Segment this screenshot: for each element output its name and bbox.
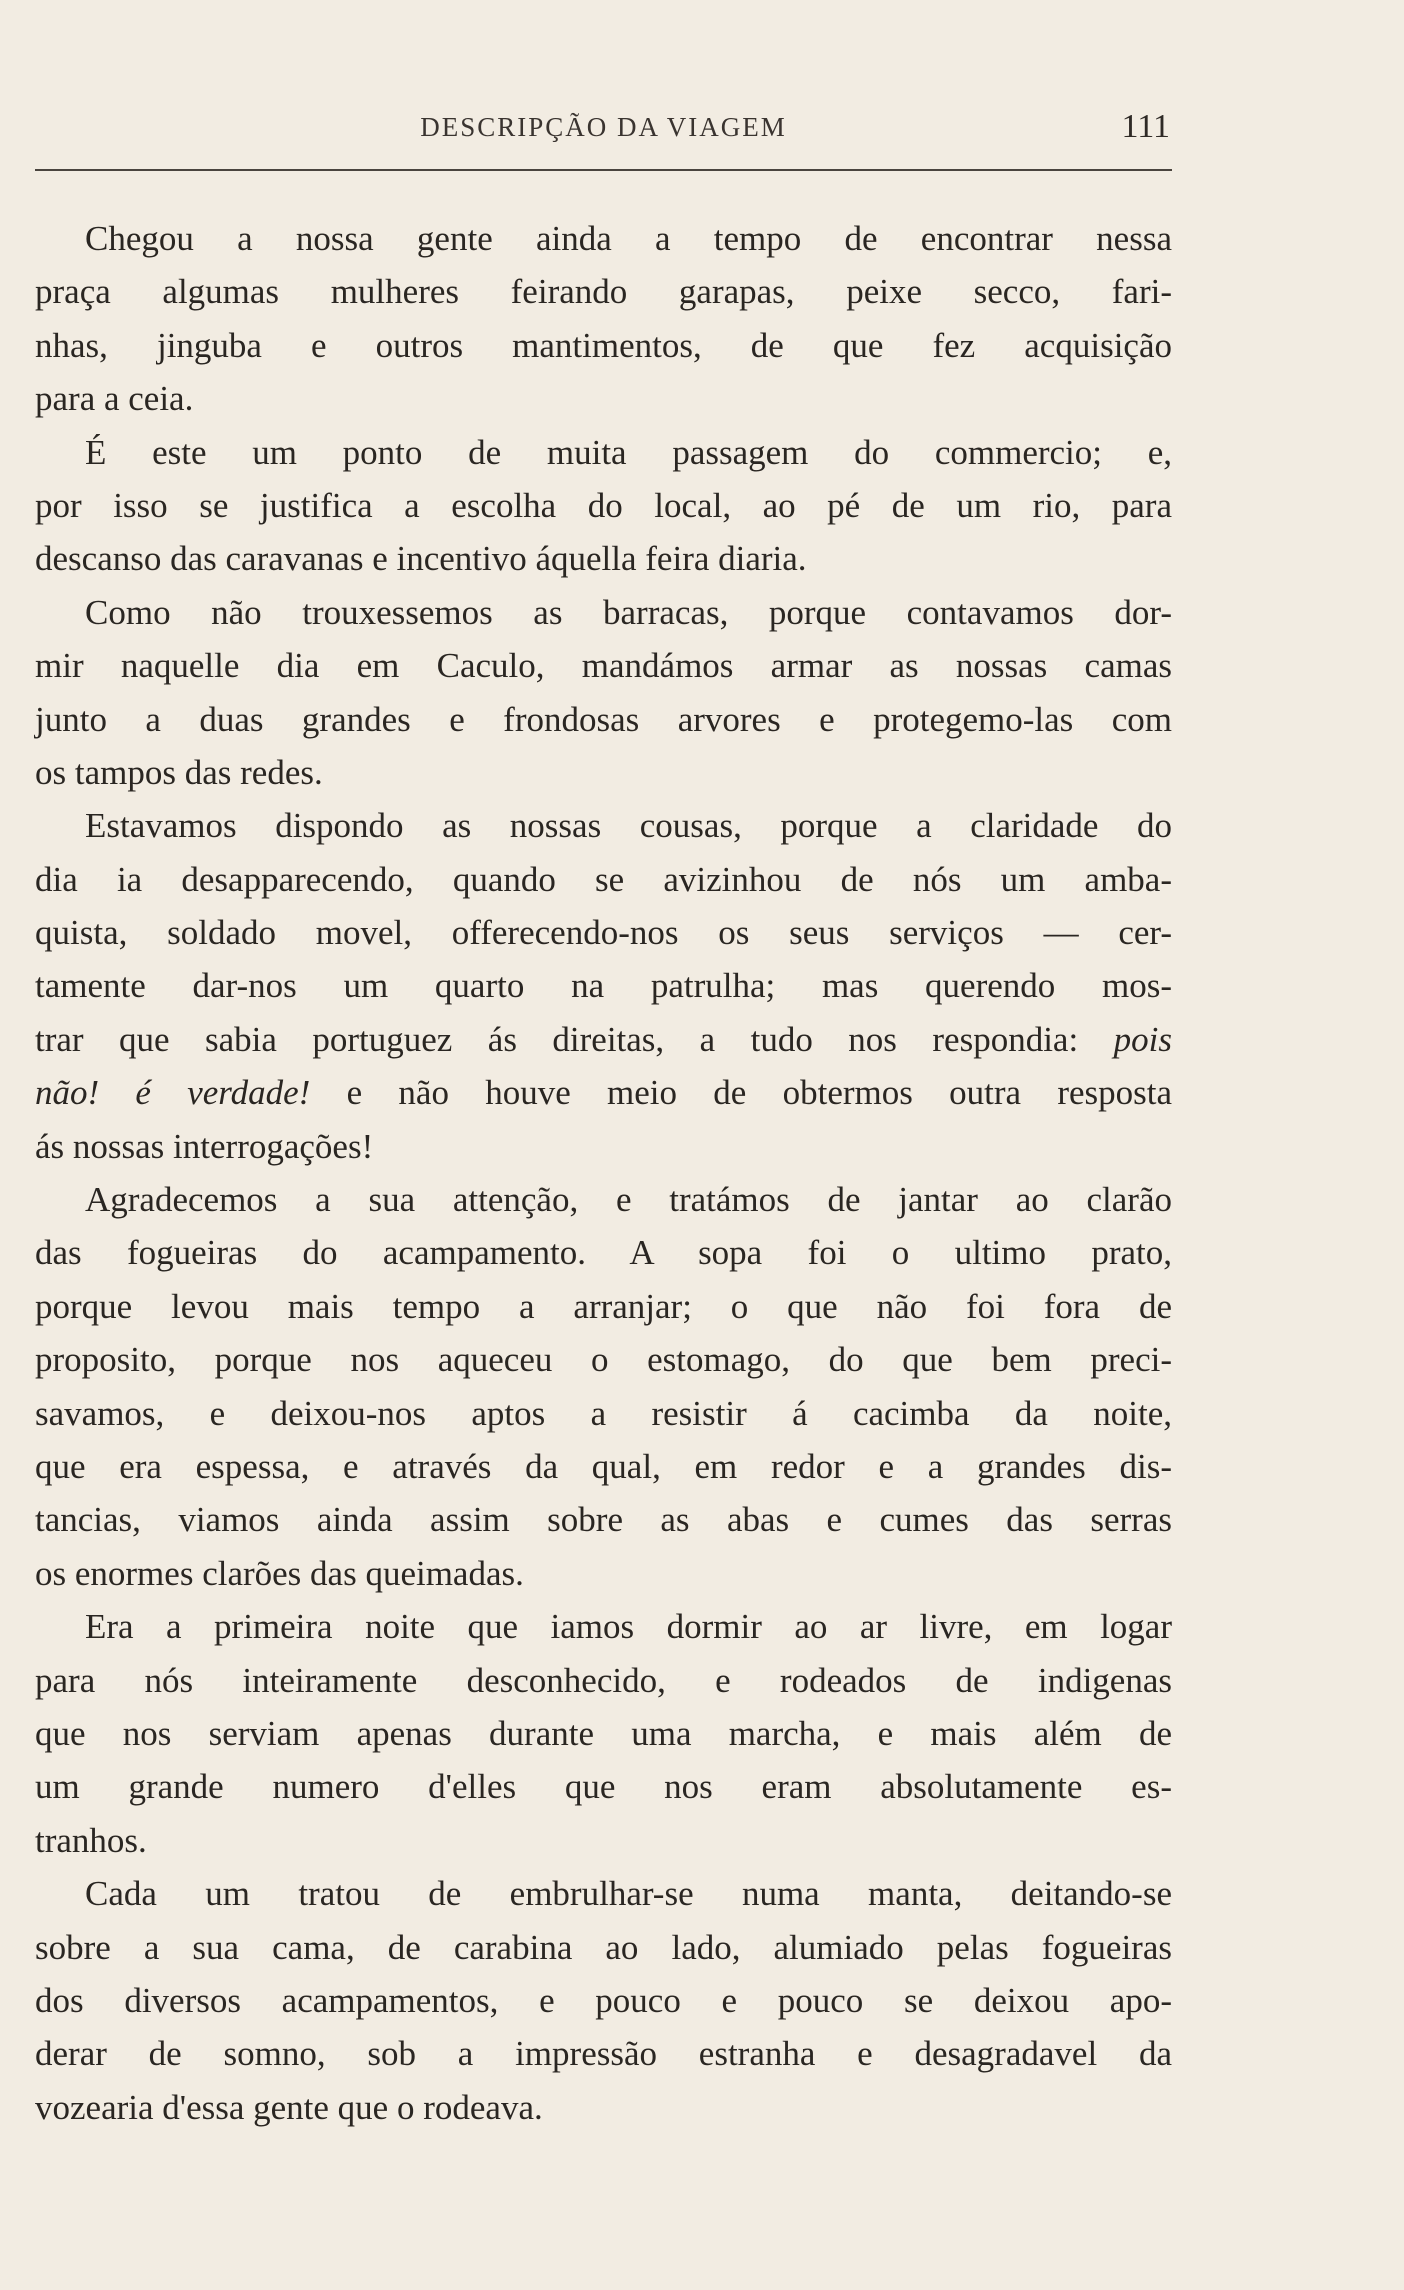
paragraph bbox=[35, 1600, 1172, 1867]
text-line: sobre a sua cama, de carabina ao lado, alumiado pelas fogueiras bbox=[35, 1927, 1172, 1967]
text-line: Cada um tratou de embrulhar-se numa manta, deitando-se bbox=[85, 1874, 1172, 1914]
text-line: nhas, jinguba e outros mantimentos, de que fez acquisição bbox=[35, 325, 1172, 365]
text-line: os enormes clarões das queimadas. bbox=[35, 1553, 524, 1593]
text-line: proposito, porque nos aqueceu o estomago, do que bem preci- bbox=[35, 1340, 1172, 1380]
paragraph bbox=[35, 212, 1172, 426]
page-header bbox=[35, 108, 1172, 152]
text-line: É este um ponto de muita passagem do commercio; e, bbox=[85, 432, 1172, 472]
header-rule bbox=[35, 169, 1172, 171]
running-title: DESCRIPÇÃO DA VIAGEM bbox=[420, 112, 787, 142]
text-line bbox=[35, 1013, 1172, 1066]
paragraph bbox=[35, 586, 1172, 800]
text-line: descanso das caravanas e incentivo áquella feira diaria. bbox=[35, 539, 807, 579]
italic-phrase: pois bbox=[1113, 1019, 1173, 1059]
text-line: junto a duas grandes e frondosas arvores e protegemo-las com bbox=[35, 699, 1172, 739]
text-line: dia ia desapparecendo, quando se avizinhou de nós um amba- bbox=[35, 859, 1172, 899]
text-line: porque levou mais tempo a arranjar; o que não foi fora de bbox=[35, 1286, 1172, 1326]
text-line: mir naquelle dia em Caculo, mandámos armar as nossas camas bbox=[35, 646, 1172, 686]
text-line: Estavamos dispondo as nossas cousas, porque a claridade do bbox=[85, 806, 1172, 846]
text-line: Agradecemos a sua attenção, e tratámos de jantar ao clarão bbox=[85, 1180, 1172, 1220]
text-line: para a ceia. bbox=[35, 379, 194, 419]
body-text bbox=[35, 212, 1172, 2134]
paragraph bbox=[35, 1173, 1172, 1600]
text-line: tamente dar-nos um quarto na patrulha; mas querendo mos- bbox=[35, 966, 1172, 1006]
text-line bbox=[35, 1066, 1172, 1119]
paragraph bbox=[35, 1867, 1172, 2134]
text-segment: trar que sabia portuguez ás direitas, a tudo nos respondia: bbox=[35, 1019, 1079, 1059]
text-line: das fogueiras do acampamento. A sopa foi o ultimo prato, bbox=[35, 1233, 1172, 1273]
text-line: por isso se justifica a escolha do local, ao pé de um rio, para bbox=[35, 485, 1172, 525]
italic-phrase: não! é verdade! bbox=[35, 1073, 311, 1113]
text-line: que era espessa, e através da qual, em redor e a grandes dis- bbox=[35, 1446, 1172, 1486]
page-number: 111 bbox=[1121, 108, 1170, 145]
text-line: que nos serviam apenas durante uma marcha, e mais além de bbox=[35, 1713, 1172, 1753]
text-line: derar de somno, sob a impressão estranha e desagradavel da bbox=[35, 2034, 1172, 2074]
text-line: tranhos. bbox=[35, 1820, 147, 1860]
text-line: Era a primeira noite que iamos dormir ao ar livre, em logar bbox=[85, 1607, 1172, 1647]
paragraph bbox=[35, 426, 1172, 586]
text-line: ás nossas interrogações! bbox=[35, 1126, 374, 1166]
text-segment: e não houve meio de obtermos outra resposta bbox=[346, 1073, 1173, 1113]
text-line: dos diversos acampamentos, e pouco e pouco se deixou apo- bbox=[35, 1980, 1172, 2020]
text-line: um grande numero d'elles que nos eram absolutamente es- bbox=[35, 1767, 1172, 1807]
text-line: Como não trouxessemos as barracas, porque contavamos dor- bbox=[85, 592, 1172, 632]
paragraph bbox=[35, 799, 1172, 1173]
text-line: savamos, e deixou-nos aptos a resistir á cacimba da noite, bbox=[35, 1393, 1172, 1433]
text-line: tancias, viamos ainda assim sobre as abas e cumes das serras bbox=[35, 1500, 1172, 1540]
text-line: Chegou a nossa gente ainda a tempo de encontrar nessa bbox=[85, 219, 1172, 258]
text-line: vozearia d'essa gente que o rodeava. bbox=[35, 2087, 543, 2127]
text-line: para nós inteiramente desconhecido, e rodeados de indigenas bbox=[35, 1660, 1172, 1700]
text-line: praça algumas mulheres feirando garapas, peixe secco, fari- bbox=[35, 272, 1172, 312]
text-line: os tampos das redes. bbox=[35, 752, 323, 792]
text-line: quista, soldado movel, offerecendo-nos os seus serviços — cer- bbox=[35, 913, 1172, 953]
